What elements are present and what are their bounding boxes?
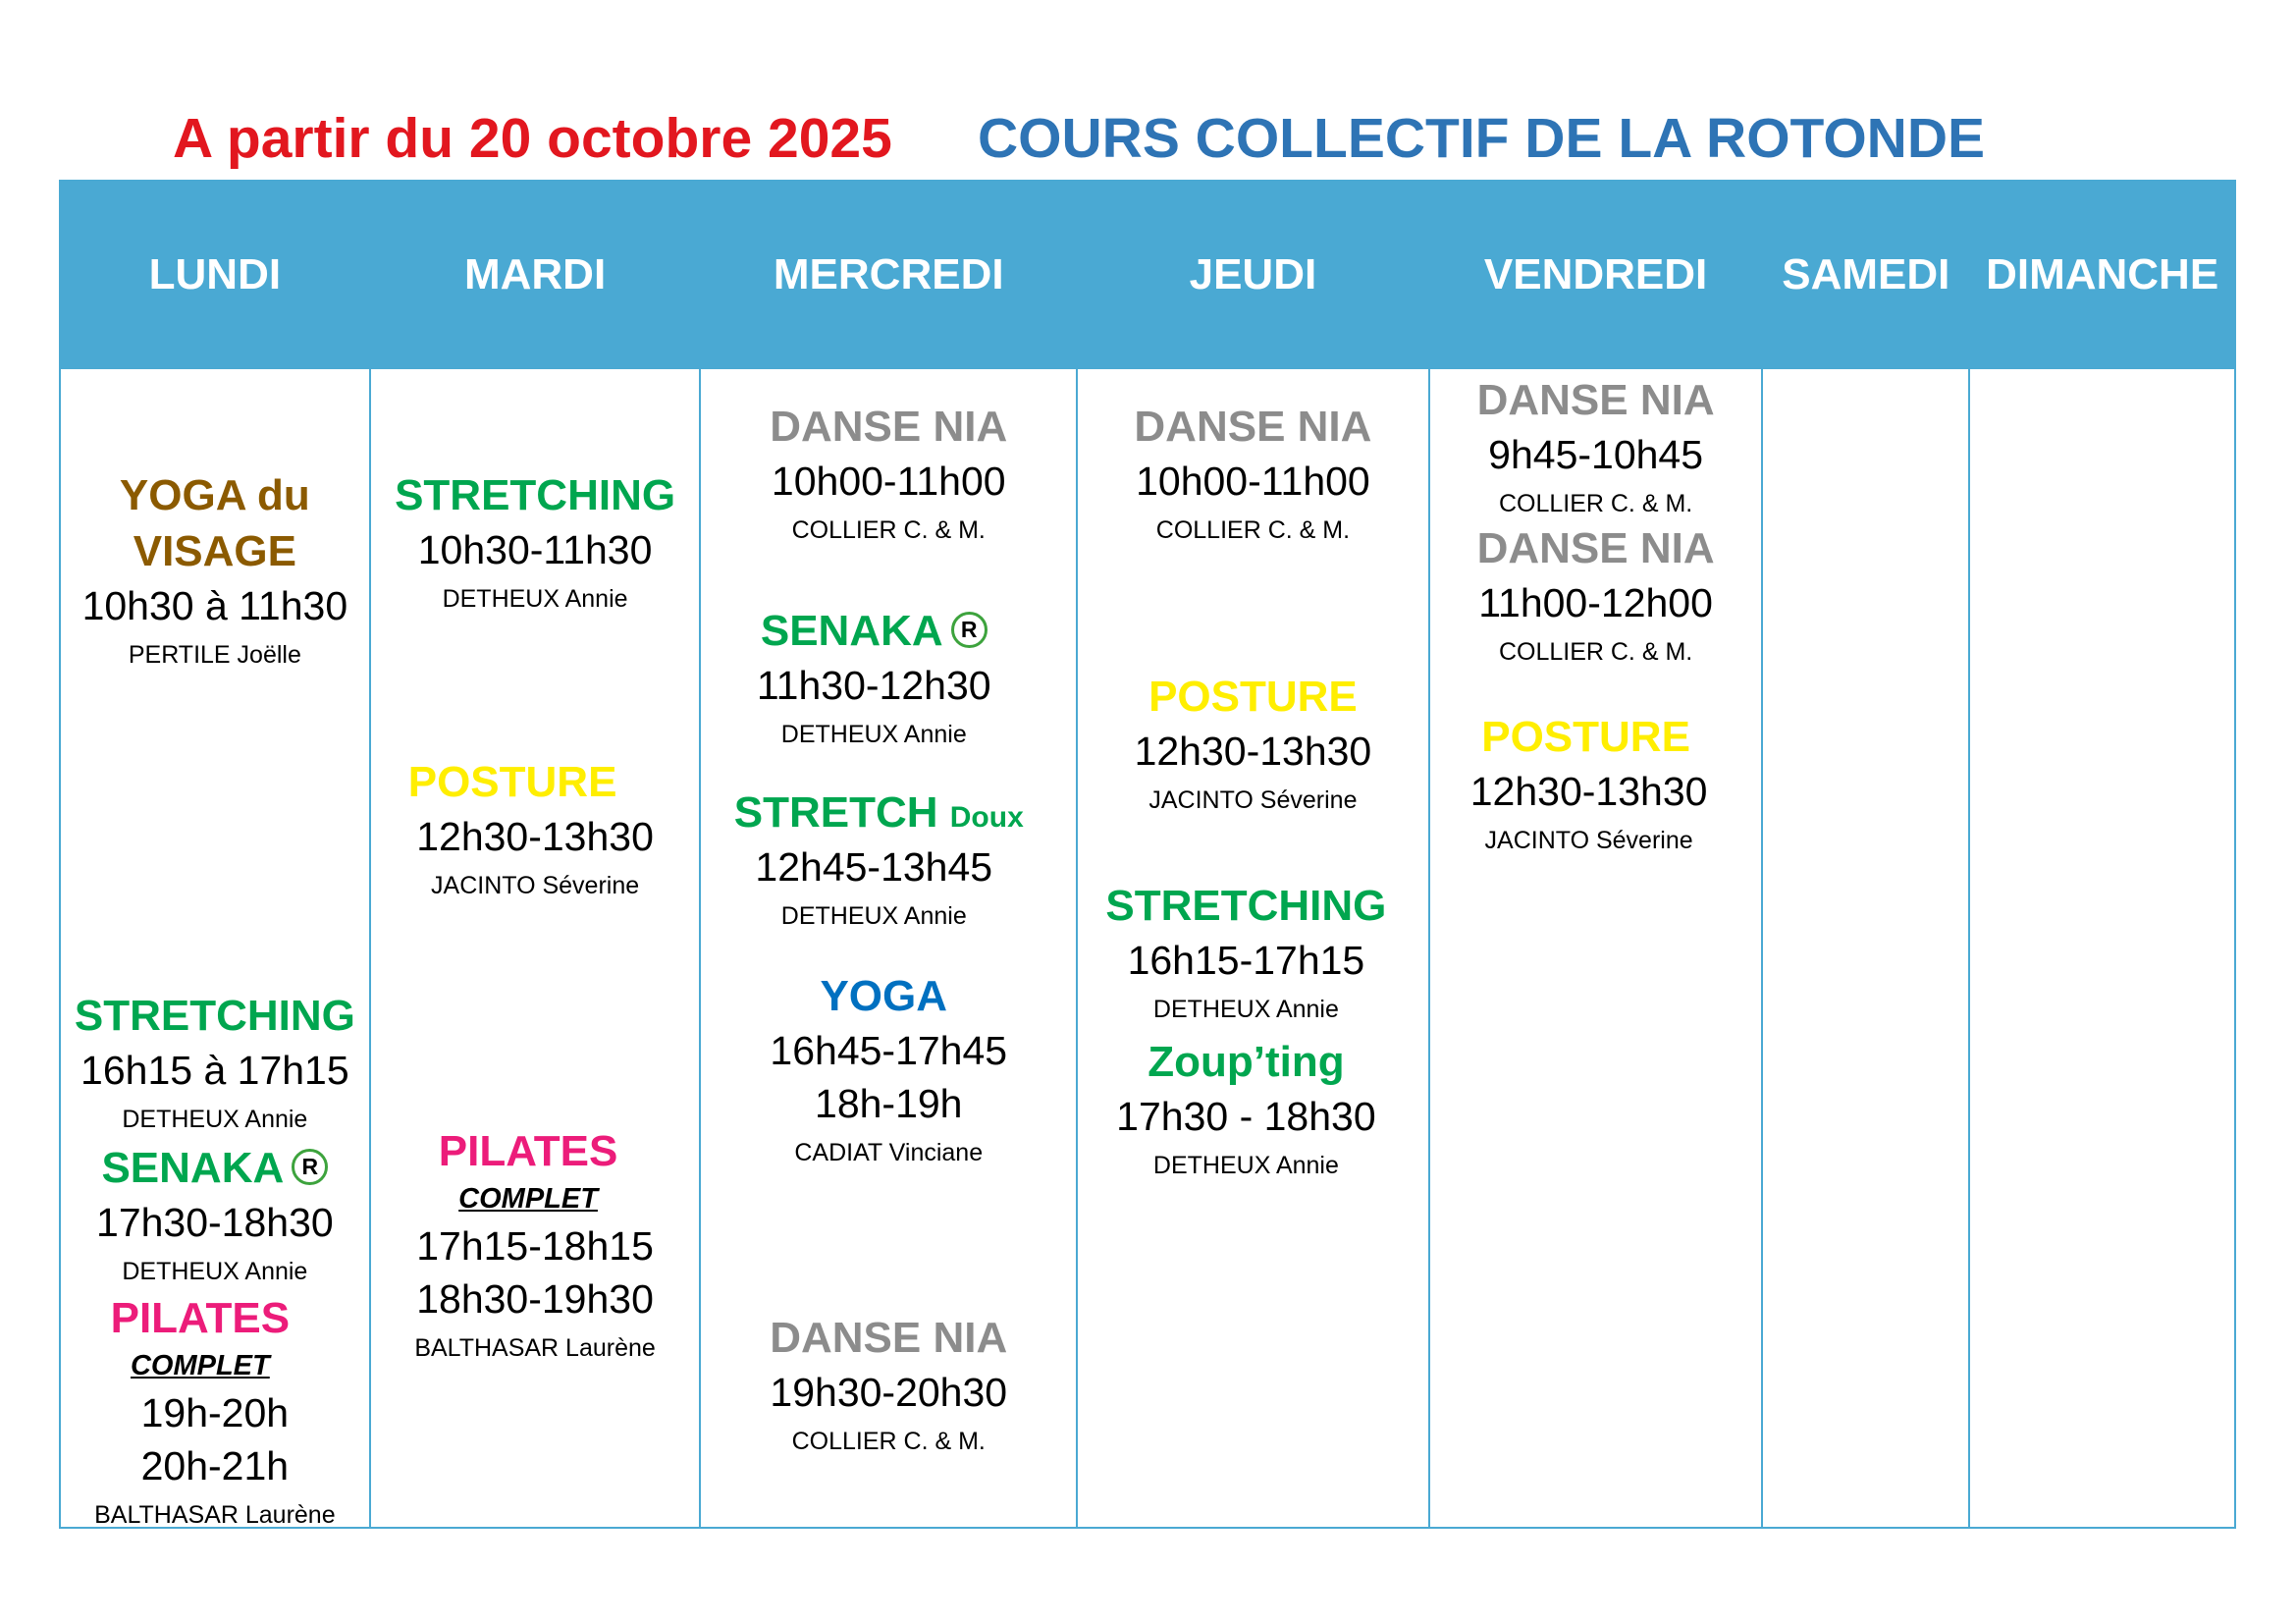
teacher-name: COLLIER C. & M. [791,1428,986,1456]
teacher-name: PERTILE Joëlle [128,641,301,670]
teacher-name: CADIAT Vinciane [794,1139,984,1167]
class-time: 10h30 à 11h30 [81,583,348,629]
class-time: 12h45-13h45 [755,844,993,891]
column-saturday [1763,182,1970,1527]
class-stretch-doux [701,784,1076,940]
activity-label: SENAKA R [701,603,1076,659]
teacher-name: COLLIER C. & M. [1498,638,1693,667]
column-sunday [1970,182,2234,1527]
class-danse-nia [1430,372,1762,527]
activity-label: YOGA [820,972,948,1020]
class-time: 11h30-12h30 [756,663,991,709]
class-time: 19h30-20h30 [770,1370,1008,1416]
class-time: 12h30-13h30 [416,814,654,860]
column-thursday [1078,182,1430,1527]
page-title-date: A partir du 20 octobre 2025 [173,107,892,170]
teacher-name: DETHEUX Annie [1152,1152,1339,1180]
activity-label: PILATES [438,1127,618,1175]
column-wednesday [701,182,1078,1527]
class-yoga [701,968,1076,1176]
column-tuesday [371,182,702,1527]
class-danse-nia [701,1310,1076,1465]
teacher-name: DETHEUX Annie [780,721,967,749]
activity-label: DANSE NIA [1476,376,1715,424]
teacher-name: DETHEUX Annie [122,1258,308,1286]
class-stretching [61,988,369,1143]
class-time: 18h-19h [815,1081,963,1127]
class-time: 12h30-13h30 [1134,729,1372,775]
header-monday: LUNDI [61,182,369,369]
column-monday [61,182,371,1527]
class-posture [1078,669,1428,824]
activity-label: DANSE NIA [770,403,1008,451]
activity-label: STRETCH Doux [733,788,1024,837]
class-zoupting [1078,1034,1428,1189]
header-saturday: SAMEDI [1763,182,1968,369]
teacher-name: BALTHASAR Laurène [414,1334,656,1362]
teacher-name: COLLIER C. & M. [1155,516,1351,545]
class-time: 11h00-12h00 [1478,580,1713,626]
registered-icon: R [292,1149,328,1185]
teacher-name: DETHEUX Annie [1152,996,1339,1024]
status-badge: COMPLET [458,1183,598,1216]
class-posture [1430,709,1762,864]
activity-label: STRETCHING [74,992,355,1040]
activity-label: POSTURE [407,758,617,806]
header-friday: VENDREDI [1430,182,1762,369]
class-time: 12h30-13h30 [1469,769,1708,815]
activity-label: DANSE NIA [1476,524,1715,572]
class-time: 19h-20h [140,1389,290,1435]
teacher-name: COLLIER C. & M. [1498,490,1693,518]
activity-label: PILATES [110,1294,291,1342]
activity-label: POSTURE [1481,713,1690,761]
activity-label: STRETCHING [395,471,676,519]
class-senaka [701,603,1076,758]
class-time: 16h15 à 17h15 [80,1048,349,1094]
class-time: 18h30-19h30 [416,1275,654,1322]
class-senaka [61,1140,369,1295]
activity-label: POSTURE [1148,673,1358,721]
registered-icon: R [951,612,988,648]
teacher-name: BALTHASAR Laurène [94,1501,336,1529]
status-badge: COMPLET [130,1350,270,1382]
class-time: 16h45-17h45 [770,1028,1008,1074]
class-yoga-visage [61,467,369,678]
activity-label: DANSE NIA [1134,403,1372,451]
class-time: 17h30-18h30 [96,1200,334,1246]
class-time: 16h15-17h15 [1127,938,1365,984]
teacher-name: JACINTO Séverine [1148,786,1358,815]
class-time: 10h30-11h30 [417,527,653,573]
class-time: 20h-21h [140,1442,290,1488]
class-time: 10h00-11h00 [1136,459,1370,505]
class-danse-nia [1430,520,1762,676]
column-friday [1430,182,1764,1527]
class-posture [371,754,700,909]
header-tuesday: MARDI [371,182,700,369]
teacher-name: JACINTO Séverine [431,872,640,900]
class-time: 17h15-18h15 [416,1222,654,1269]
teacher-name: JACINTO Séverine [1484,827,1693,855]
class-danse-nia [701,399,1076,554]
activity-label: DANSE NIA [770,1314,1008,1362]
class-pilates [61,1290,369,1538]
activity-label: VISAGE [133,527,296,576]
activity-label: STRETCHING [1105,882,1387,930]
class-time: 17h30 - 18h30 [1116,1094,1376,1140]
class-danse-nia [1078,399,1428,554]
class-time: 9h45-10h45 [1488,432,1704,478]
activity-label: Zoup’ting [1148,1038,1345,1086]
teacher-name: COLLIER C. & M. [791,516,986,545]
header-wednesday: MERCREDI [701,182,1076,369]
header-thursday: JEUDI [1078,182,1428,369]
class-stretching [1078,878,1428,1033]
class-time: 10h00-11h00 [771,459,1006,505]
activity-label: SENAKA R [61,1140,369,1196]
teacher-name: DETHEUX Annie [122,1106,308,1134]
page-title-name: COURS COLLECTIF DE LA ROTONDE [978,107,1985,170]
class-pilates [371,1123,700,1371]
header-sunday: DIMANCHE [1970,182,2234,369]
activity-label: YOGA du [119,471,310,519]
teacher-name: DETHEUX Annie [442,585,628,614]
schedule-table [59,180,2236,1529]
class-stretching [371,467,700,622]
teacher-name: DETHEUX Annie [780,902,967,931]
